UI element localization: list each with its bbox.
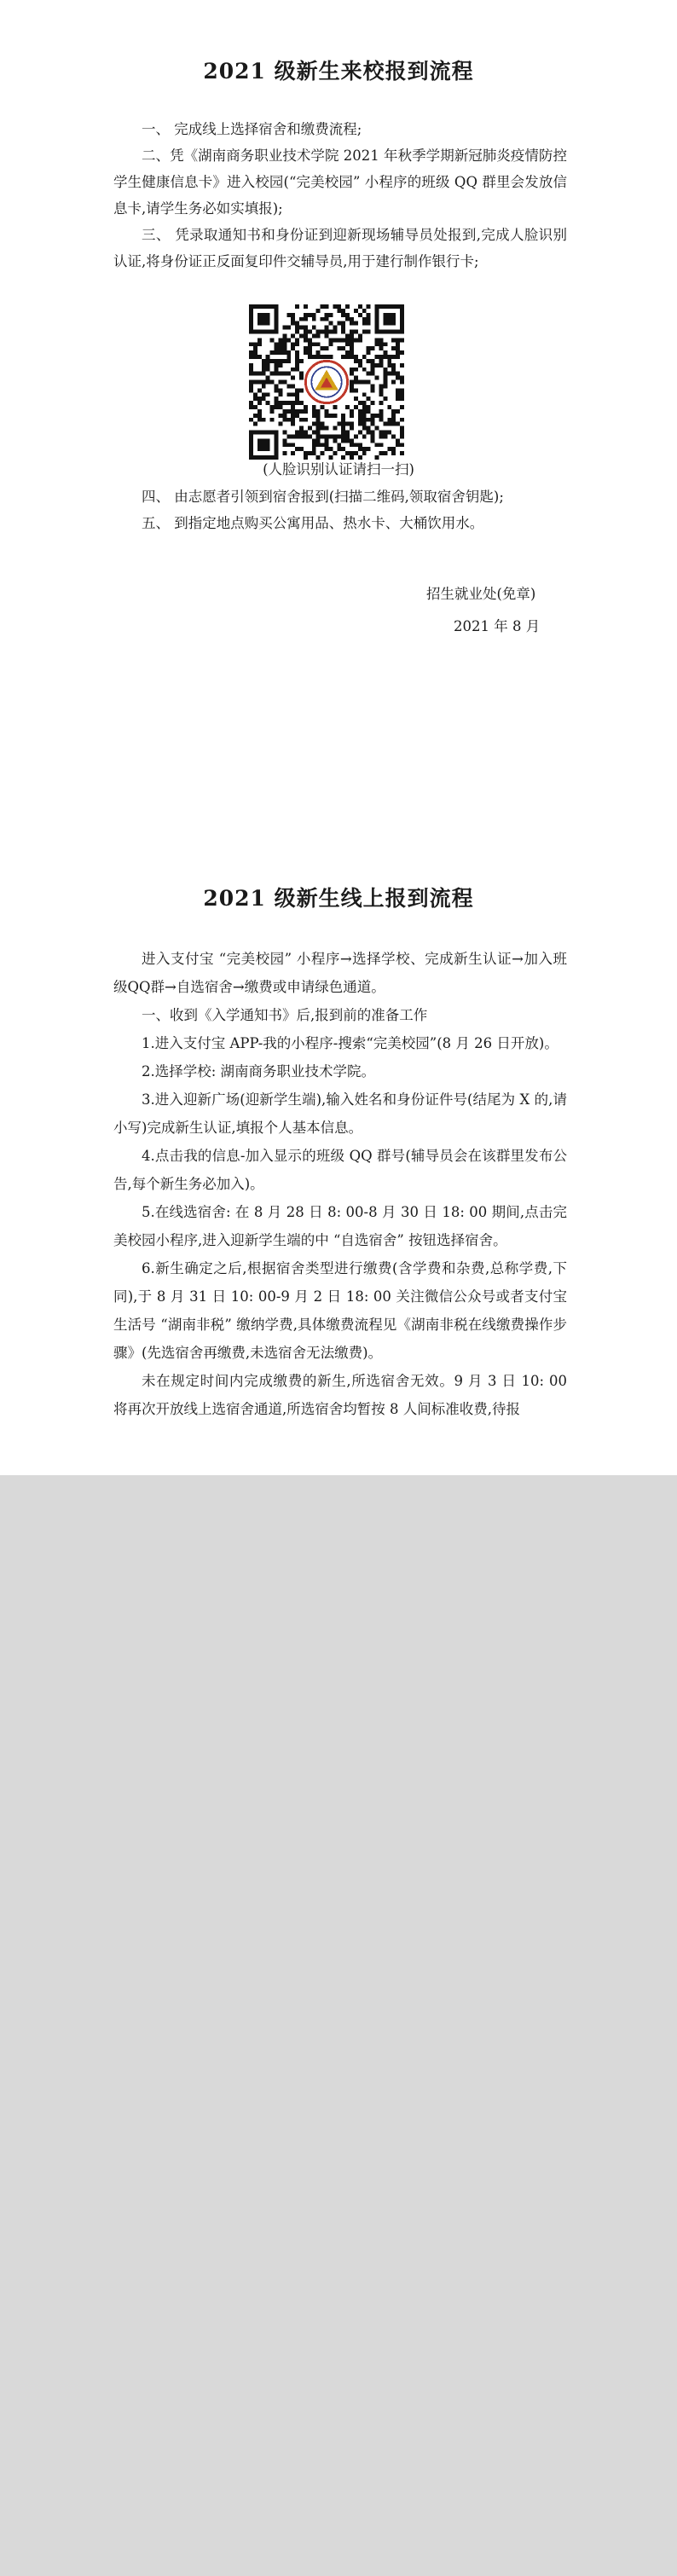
online-step-2: 2.选择学校: 湖南商务职业技术学院。: [142, 1063, 376, 1080]
section-heading: 一、收到《入学通知书》后,报到前的准备工作: [142, 1007, 428, 1023]
online-step-6: 6.新生确定之后,根据宿舍类型进行缴费(含学费和杂费,总称学费,下同),于 8 月 31 日 10: 00-9 月 2 日 18: 00 关注微信公众号或者支付宝生活号 “湖南非税” 缴纳学费,具体缴费流程见《湖南非税在线缴费操作步骤》(先选宿舍再缴费,未选宿舍无法缴费)。: [113, 1260, 567, 1361]
online-step-4: 4.点击我的信息-加入显示的班级 QQ 群号(辅导员会在该群里发布公告,每个新生务必加入)。: [113, 1148, 567, 1192]
procedure-list: [113, 116, 567, 275]
step-1: 一、 完成线上选择宿舍和缴费流程;: [142, 121, 362, 137]
step-4: 四、 由志愿者引领到宿舍报到(扫描二维码,领取宿舍钥匙);: [142, 489, 504, 505]
document-page-1: [0, 0, 677, 853]
qr-caption: (人脸识别认证请扫一扫): [263, 461, 414, 478]
late-payment-note: 未在规定时间内完成缴费的新生,所选宿舍无效。9 月 3 日 10: 00 将再次开放线上选宿舍通道,所选宿舍均暂按 8 人间标准收费,待报: [113, 1373, 567, 1417]
step-5: 五、 到指定地点购买公寓用品、热水卡、大桶饮用水。: [142, 515, 484, 531]
step-3: 三、 凭录取通知书和身份证到迎新现场辅导员处报到,完成人脸识别认证,将身份证正反面复印件交辅导员,用于建行制作银行卡;: [113, 227, 567, 269]
online-step-1: 1.进入支付宝 APP-我的小程序-搜索“完美校园”(8 月 26 日开放)。: [142, 1035, 558, 1051]
qr-code-image: [247, 304, 406, 460]
signature-date: 2021 年 8 月: [454, 618, 541, 634]
online-step-5: 5.在线选宿舍: 在 8 月 28 日 8: 00-8 月 30 日 18: 00 期间,点击完美校园小程序,进入迎新学生端的中 “自选宿舍” 按钮选择宿舍。: [113, 1204, 567, 1248]
step-2: 二、凭《湖南商务职业技术学院 2021 年秋季学期新冠肺炎疫情防控学生健康信息卡》进入校园(“完美校园” 小程序的班级 QQ 群里会发放信息卡,请学生务必如实填报);: [113, 148, 567, 217]
page-title-2: 2021 级新生线上报到流程: [203, 886, 474, 911]
signature-block: [0, 578, 677, 643]
procedure-list-continued: [113, 483, 567, 536]
online-step-3: 3.进入迎新广场(迎新学生端),输入姓名和身份证件号(结尾为 X 的,请小写)完成新生认证,填报个人基本信息。: [113, 1091, 567, 1136]
qr-code: [247, 304, 406, 460]
intro-paragraph: 进入支付宝 “完美校园” 小程序→选择学校、完成新生认证→加入班级QQ群→自选宿舍→缴费或申请绿色通道。: [113, 951, 567, 995]
online-procedure: [113, 945, 567, 1423]
page-title: 2021 级新生来校报到流程: [203, 59, 474, 84]
signature-office: 招生就业处(免章): [426, 586, 536, 602]
